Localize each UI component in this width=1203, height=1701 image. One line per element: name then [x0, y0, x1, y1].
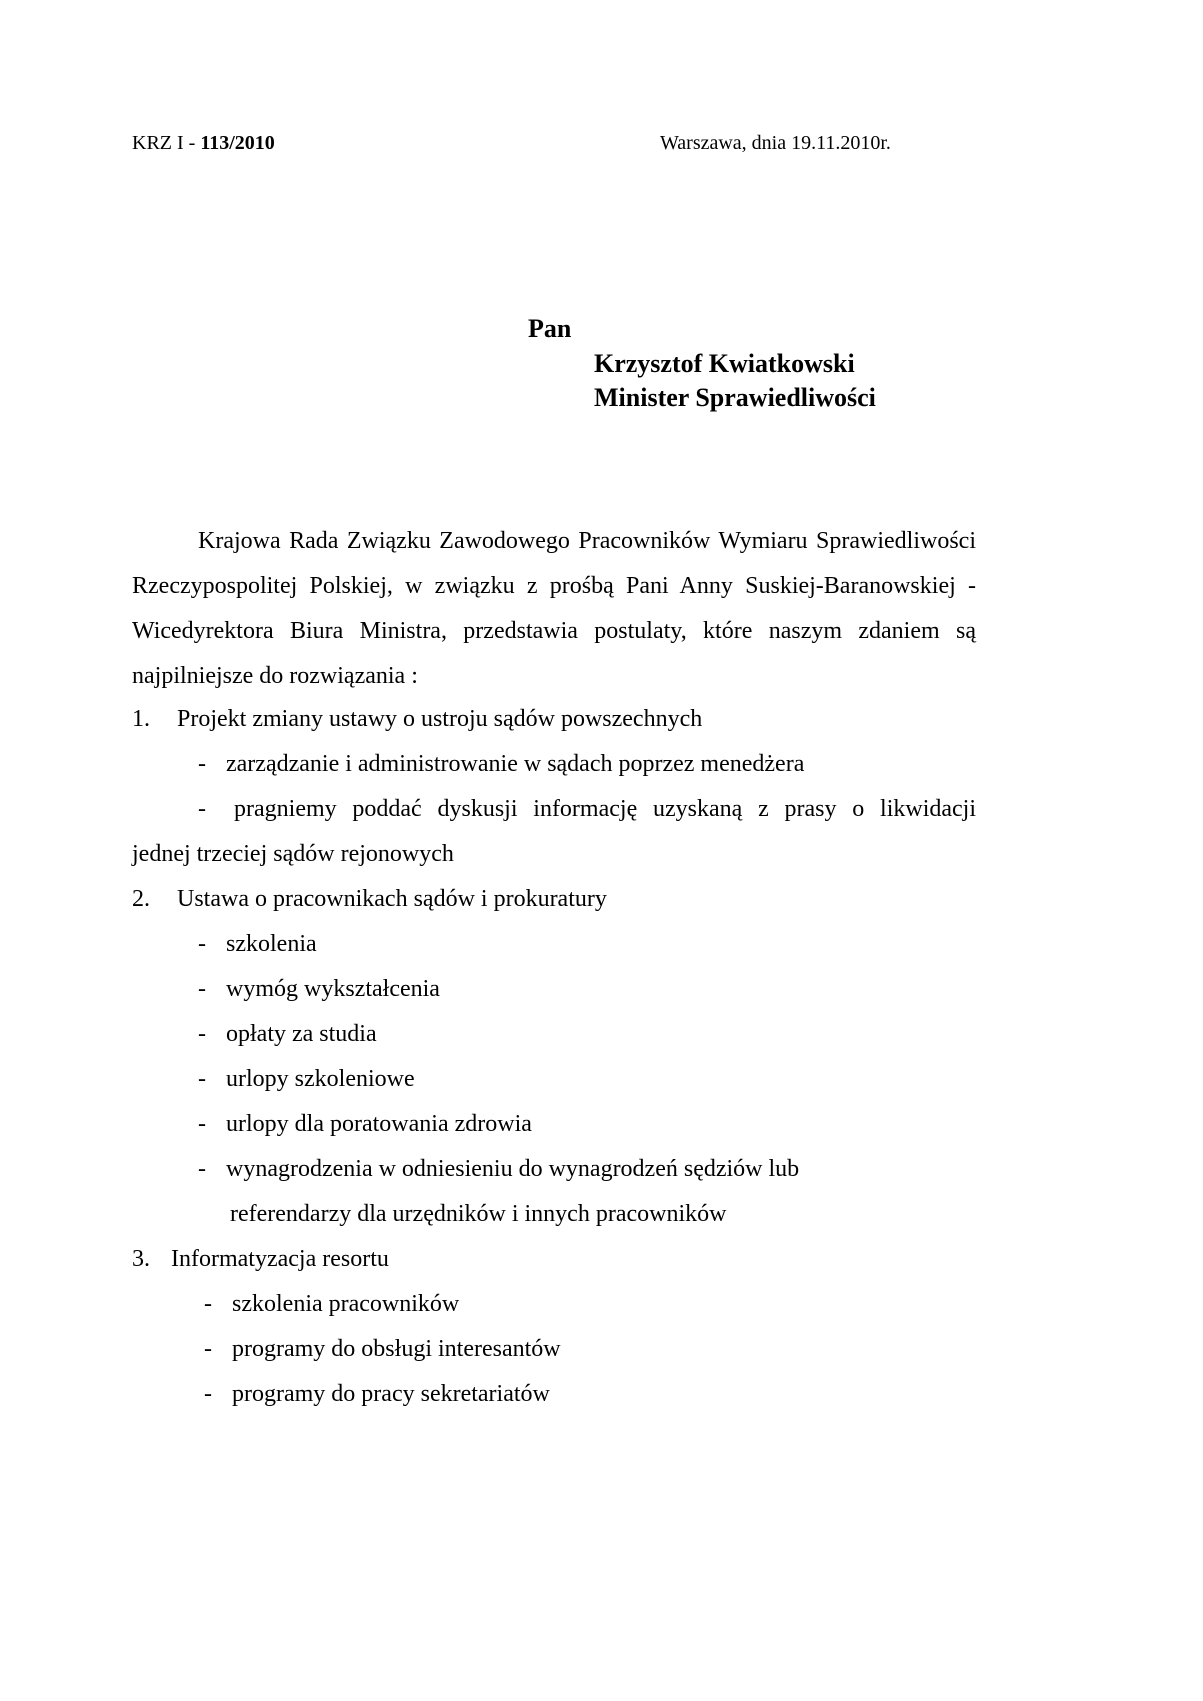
list-subitem: szkolenia pracowników — [232, 1291, 460, 1317]
list-item-number: 2. — [132, 886, 150, 912]
dash: - — [198, 1156, 206, 1182]
dash: - — [198, 1066, 206, 1092]
list-subitem-continuation: referendarzy dla urzędników i innych pracowników — [230, 1201, 727, 1227]
addressee-name: Krzysztof Kwiatkowski — [594, 349, 855, 378]
list-subitem: zarządzanie i administrowanie w sądach poprzez menedżera — [226, 751, 805, 777]
reference-prefix: KRZ I - — [132, 132, 201, 154]
place-date: Warszawa, dnia 19.11.2010r. — [660, 132, 891, 154]
list-subitem: wynagrodzenia w odniesieniu do wynagrodzeń sędziów lub — [226, 1156, 800, 1182]
addressee-title: Minister Sprawiedliwości — [594, 383, 876, 412]
reference-number-value: 113/2010 — [200, 132, 275, 154]
list-subitem-continuation: jednej trzeciej sądów rejonowych — [132, 841, 454, 867]
dash: - — [198, 976, 206, 1002]
dash: - — [198, 1021, 206, 1047]
list-subitem: pragniemy poddać dyskusji informację uzyskaną z prasy o likwidacji — [234, 796, 976, 822]
list-item-number: 1. — [132, 706, 150, 732]
list-subitem: programy do pracy sekretariatów — [232, 1381, 550, 1407]
list-item-number: 3. — [132, 1246, 150, 1272]
dash: - — [198, 1111, 206, 1137]
list-subitem: urlopy szkoleniowe — [226, 1066, 415, 1092]
dash: - — [204, 1336, 212, 1362]
addressee-salutation: Pan — [528, 314, 572, 343]
dash: - — [204, 1291, 212, 1317]
list-subitem: wymóg wykształcenia — [226, 976, 440, 1002]
list-item-title: Projekt zmiany ustawy o ustroju sądów powszechnych — [177, 706, 703, 732]
dash: - — [204, 1381, 212, 1407]
dash: - — [198, 796, 206, 822]
list-item-title: Ustawa o pracownikach sądów i prokuratury — [177, 886, 607, 912]
list-subitem: urlopy dla poratowania zdrowia — [226, 1111, 532, 1137]
list-subitem: szkolenia — [226, 931, 317, 957]
list-item-title: Informatyzacja resortu — [171, 1246, 389, 1272]
list-subitem: opłaty za studia — [226, 1021, 377, 1047]
dash: - — [198, 931, 206, 957]
reference-number — [132, 132, 275, 155]
list-subitem: programy do obsługi interesantów — [232, 1336, 561, 1362]
intro-paragraph: Krajowa Rada Związku Zawodowego Pracowników Wymiaru Sprawiedliwości Rzeczypospolitej Polskiej, w związku z prośbą Pani Anny Suskiej-Baranowskiej - Wicedyrektora Biura Ministra, przedstawia postulaty, które naszym zdaniem są najpilniejsze do rozwiązania : — [132, 528, 976, 689]
dash: - — [198, 751, 206, 777]
